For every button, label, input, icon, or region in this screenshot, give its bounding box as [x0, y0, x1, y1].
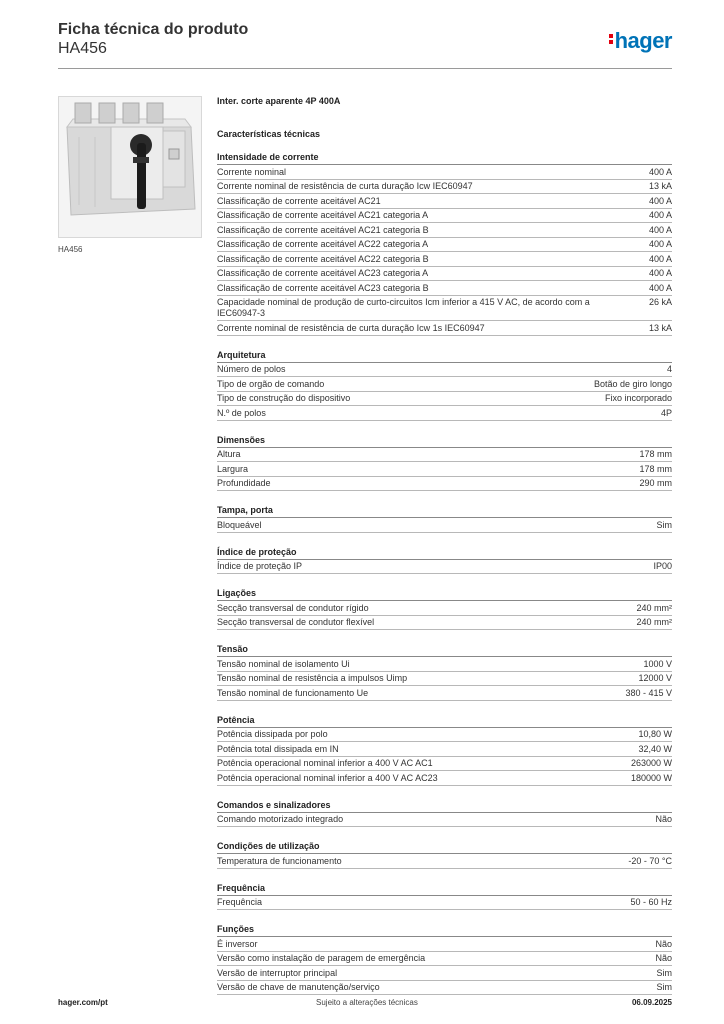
spec-value: 380 - 415 V — [625, 687, 672, 698]
spec-label: Versão de chave de manutenção/serviço — [217, 982, 380, 992]
spec-row — [217, 363, 672, 378]
spec-row — [217, 223, 672, 238]
switch-disconnector-illustration — [59, 97, 201, 237]
section-title: Arquitetura — [217, 350, 672, 363]
spec-row — [217, 165, 672, 180]
spec-label: Capacidade nominal de produção de curto-circuitos Icm inferior a 415 V AC, de acordo com a IEC60947-3 — [217, 297, 590, 318]
spec-section — [217, 715, 672, 786]
spec-label: Versão de interruptor principal — [217, 967, 338, 978]
section-title: Ligações — [217, 588, 672, 601]
specs-heading: Características técnicas — [217, 129, 321, 139]
spec-section — [217, 152, 672, 336]
spec-value: IP00 — [653, 561, 672, 571]
spec-value: Botão de giro longo — [593, 378, 672, 389]
spec-value: 26 kA — [648, 297, 672, 307]
spec-label: Largura — [217, 463, 249, 474]
spec-row — [217, 966, 672, 981]
spec-row — [217, 560, 672, 575]
spec-label: Potência total dissipada em IN — [217, 743, 339, 754]
footer-date: 06.09.2025 — [631, 998, 672, 1007]
spec-section — [217, 841, 672, 869]
spec-section — [217, 883, 672, 911]
spec-value: 240 mm² — [636, 617, 672, 627]
spec-label: Tipo de construção do dispositivo — [217, 393, 351, 403]
spec-value: 400 A — [648, 195, 672, 206]
spec-row — [217, 180, 672, 195]
spec-value: 400 A — [648, 239, 672, 249]
spec-value: -20 - 70 °C — [628, 855, 672, 866]
product-description: Inter. corte aparente 4P 400A — [217, 96, 341, 106]
spec-row — [217, 321, 672, 336]
spec-row — [217, 672, 672, 687]
section-title: Potência — [217, 715, 672, 728]
spec-section — [217, 924, 672, 995]
section-title: Intensidade de corrente — [217, 152, 672, 165]
product-image — [58, 96, 202, 238]
spec-value: 400 A — [648, 224, 672, 235]
spec-label: Comando motorizado integrado — [217, 814, 344, 824]
spec-row — [217, 742, 672, 757]
spec-value: 13 kA — [648, 181, 672, 191]
spec-row — [217, 392, 672, 407]
section-title: Comandos e sinalizadores — [217, 800, 672, 813]
spec-value: 13 kA — [648, 322, 672, 333]
spec-section — [217, 644, 672, 701]
spec-label: Classificação de corrente aceitável AC23 categoria B — [217, 282, 429, 293]
spec-value: 10,80 W — [638, 729, 672, 739]
spec-value: 178 mm — [639, 463, 672, 474]
spec-label: N.º de polos — [217, 407, 266, 418]
spec-row — [217, 518, 672, 533]
spec-label: Versão como instalação de paragem de emergência — [217, 953, 426, 963]
spec-label: Índice de proteção IP — [217, 561, 303, 571]
spec-label: Tensão nominal de isolamento Ui — [217, 658, 350, 669]
spec-label: Classificação de corrente aceitável AC23 categoria A — [217, 268, 429, 278]
product-code: HA456 — [58, 40, 107, 57]
spec-section — [217, 350, 672, 421]
spec-value: 180000 W — [630, 772, 672, 783]
spec-label: Potência operacional nominal inferior a 400 V AC AC1 — [217, 758, 433, 768]
spec-value: Fixo incorporado — [604, 393, 672, 403]
section-title: Índice de proteção — [217, 547, 672, 560]
spec-label: Classificação de corrente aceitável AC22 categoria B — [217, 253, 429, 264]
spec-value: 263000 W — [630, 758, 672, 768]
spec-row — [217, 601, 672, 616]
spec-row — [217, 281, 672, 296]
spec-label: Secção transversal de condutor flexível — [217, 617, 375, 627]
spec-label: Número de polos — [217, 364, 286, 374]
spec-row — [217, 686, 672, 701]
spec-row — [217, 296, 672, 322]
spec-label: Classificação de corrente aceitável AC22 categoria A — [217, 239, 429, 249]
spec-value: Sim — [656, 519, 672, 530]
spec-label: Bloqueável — [217, 519, 262, 530]
spec-row — [217, 238, 672, 253]
spec-section — [217, 800, 672, 828]
spec-row — [217, 813, 672, 828]
spec-row — [217, 252, 672, 267]
spec-value: 290 mm — [639, 478, 672, 488]
spec-row — [217, 854, 672, 869]
spec-row — [217, 728, 672, 743]
hager-logo — [609, 28, 672, 54]
spec-label: Temperatura de funcionamento — [217, 855, 342, 866]
spec-row — [217, 981, 672, 996]
spec-value: 1000 V — [643, 658, 672, 669]
spec-label: Altura — [217, 449, 241, 459]
section-title: Tampa, porta — [217, 505, 672, 518]
spec-content — [217, 96, 672, 1009]
spec-label: Classificação de corrente aceitável AC21 — [217, 195, 381, 206]
spec-row — [217, 462, 672, 477]
spec-row — [217, 377, 672, 392]
section-title: Dimensões — [217, 435, 672, 448]
spec-section — [217, 588, 672, 630]
spec-row — [217, 952, 672, 967]
spec-value: 32,40 W — [638, 743, 672, 754]
spec-value: 4P — [660, 407, 672, 418]
spec-value: 178 mm — [639, 449, 672, 459]
spec-row — [217, 757, 672, 772]
spec-row — [217, 448, 672, 463]
document-title: Ficha técnica do produto — [58, 21, 249, 38]
logo-dots-icon — [609, 32, 613, 46]
page-header — [58, 20, 672, 70]
spec-label: Profundidade — [217, 478, 271, 488]
spec-value: Não — [655, 814, 672, 824]
section-title: Condições de utilização — [217, 841, 672, 854]
section-title: Funções — [217, 924, 672, 937]
spec-row — [217, 771, 672, 786]
spec-value: 240 mm² — [636, 602, 672, 613]
spec-row — [217, 477, 672, 492]
spec-row — [217, 194, 672, 209]
spec-value: 400 A — [648, 166, 672, 177]
spec-label: Potência dissipada por polo — [217, 729, 328, 739]
spec-label: Frequência — [217, 897, 263, 907]
spec-value: 400 A — [648, 282, 672, 293]
spec-label: Corrente nominal de resistência de curta duração Icw 1s IEC60947 — [217, 322, 485, 333]
spec-label: Tensão nominal de resistência a impulsos Uimp — [217, 673, 408, 683]
logo-text: hager — [614, 28, 672, 53]
spec-row — [217, 209, 672, 224]
footer-notice: Sujeito a alterações técnicas — [316, 998, 418, 1007]
spec-section — [217, 547, 672, 575]
spec-row — [217, 937, 672, 952]
spec-label: Corrente nominal de resistência de curta duração Icw IEC60947 — [217, 181, 473, 191]
spec-label: Secção transversal de condutor rígido — [217, 602, 369, 613]
section-title: Tensão — [217, 644, 672, 657]
spec-value: Sim — [656, 982, 672, 992]
image-caption: HA456 — [58, 245, 83, 254]
footer-website: hager.com/pt — [58, 998, 108, 1007]
section-title: Frequência — [217, 883, 672, 896]
spec-section — [217, 505, 672, 533]
spec-label: Classificação de corrente aceitável AC21 categoria A — [217, 210, 429, 220]
spec-sections — [217, 152, 672, 995]
spec-value: 400 A — [648, 253, 672, 264]
spec-value: 400 A — [648, 210, 672, 220]
spec-row — [217, 267, 672, 282]
spec-row — [217, 406, 672, 421]
spec-label: Classificação de corrente aceitável AC21 categoria B — [217, 224, 429, 235]
spec-value: Não — [655, 953, 672, 963]
spec-value: 12000 V — [638, 673, 672, 683]
spec-value: Sim — [656, 967, 672, 978]
spec-row — [217, 616, 672, 631]
spec-value: Não — [655, 938, 672, 949]
spec-label: Tensão nominal de funcionamento Ue — [217, 687, 369, 698]
spec-label: Corrente nominal — [217, 166, 287, 177]
spec-value: 50 - 60 Hz — [630, 897, 672, 907]
spec-label: É inversor — [217, 938, 258, 949]
spec-value: 4 — [666, 364, 672, 374]
spec-row — [217, 896, 672, 911]
spec-section — [217, 435, 672, 492]
spec-label: Tipo de orgão de comando — [217, 378, 325, 389]
header-divider — [58, 68, 672, 69]
spec-row — [217, 657, 672, 672]
spec-value: 400 A — [648, 268, 672, 278]
spec-label: Potência operacional nominal inferior a 400 V AC AC23 — [217, 772, 438, 783]
